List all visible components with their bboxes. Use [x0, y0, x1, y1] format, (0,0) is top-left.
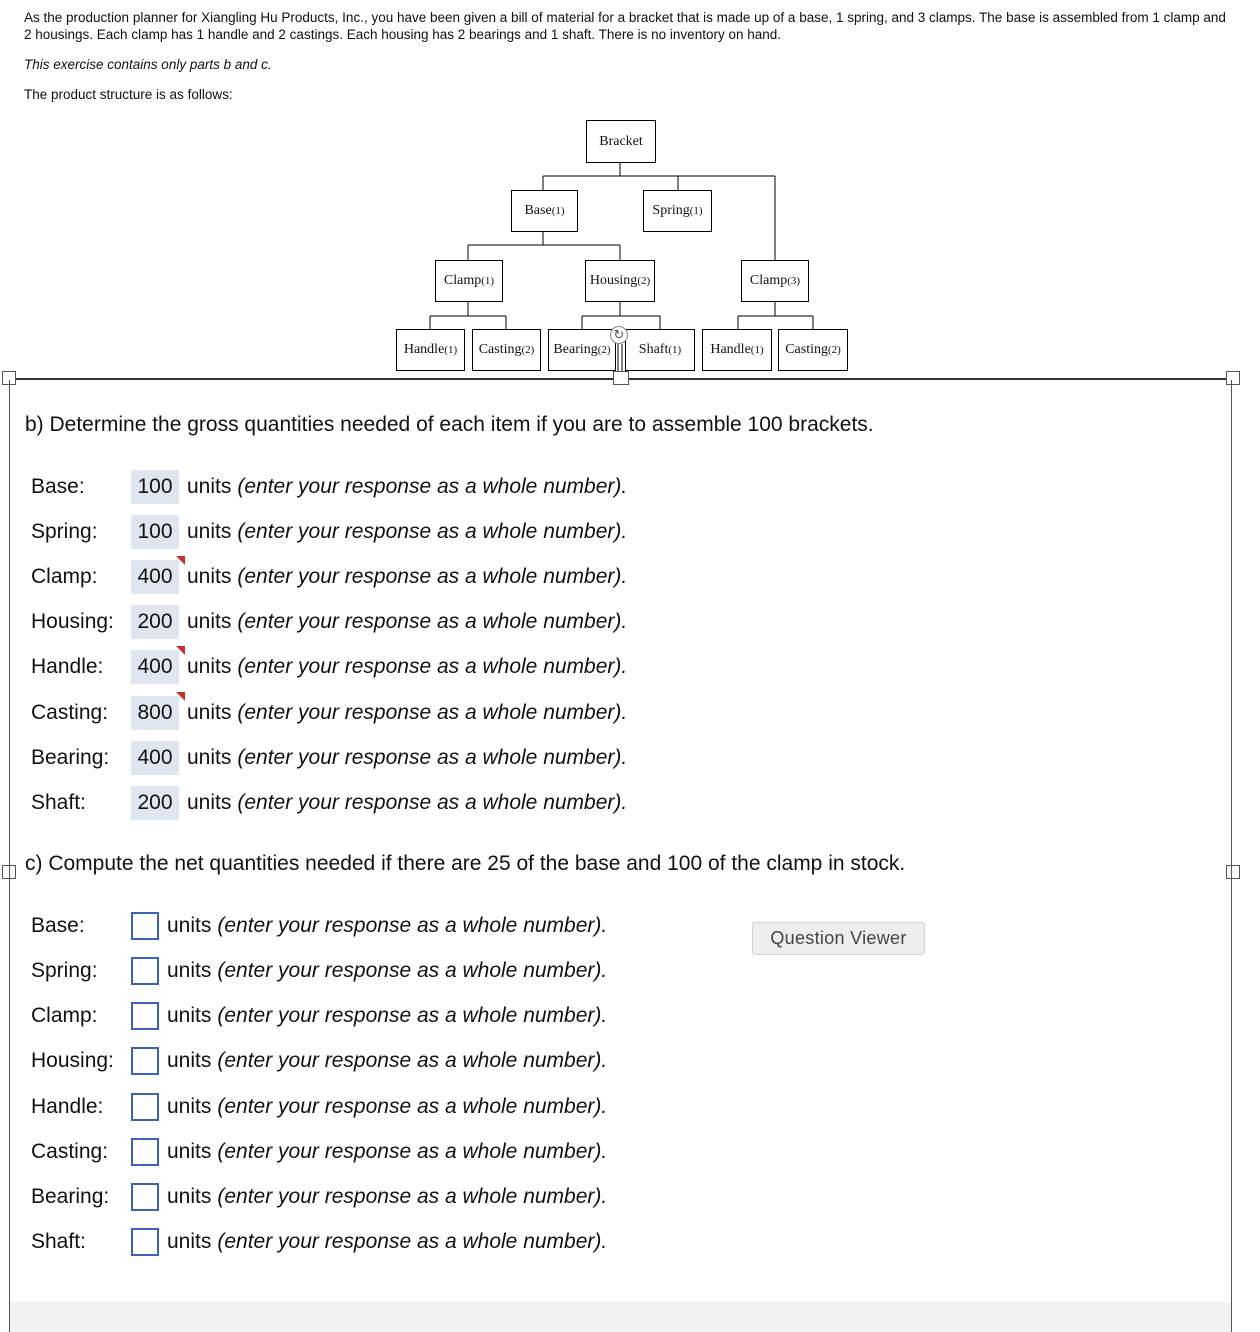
incorrect-flag-icon [176, 556, 185, 565]
question-viewer-button[interactable]: Question Viewer [752, 922, 925, 955]
hint-text: (enter your response as a whole number). [237, 655, 628, 678]
part-c-row-base [31, 909, 607, 943]
row-label: Clamp: [31, 1004, 98, 1027]
node-bracket: Bracket [586, 120, 656, 163]
answer-field[interactable]: 400 [131, 560, 179, 594]
units-text: units [167, 1185, 212, 1208]
part-c-row-handle [31, 1090, 607, 1124]
units-text: units [167, 914, 212, 937]
row-label: Base: [31, 475, 85, 498]
part-c-row-bearing [31, 1180, 607, 1214]
product-structure-diagram [0, 0, 1260, 380]
row-label: Base: [31, 914, 85, 937]
row-label: Spring: [31, 959, 98, 982]
node-casting-2: Casting (2) [778, 329, 848, 371]
node-casting-1: Casting (2) [472, 329, 541, 371]
answer-input[interactable] [131, 1138, 159, 1166]
hint-text: (enter your response as a whole number). [237, 746, 628, 769]
hint-text: (enter your response as a whole number). [237, 791, 628, 814]
part-b-row-shaft [31, 786, 627, 820]
row-label: Handle: [31, 1095, 104, 1118]
hint-text: (enter your response as a whole number). [237, 701, 628, 724]
part-b-row-handle [31, 650, 627, 684]
part-b-row-clamp [31, 560, 627, 594]
part-b-row-bearing [31, 741, 627, 775]
answer-input[interactable] [131, 1047, 159, 1075]
answer-input[interactable] [131, 1002, 159, 1030]
part-c-row-spring [31, 954, 607, 988]
row-label: Housing: [31, 1049, 114, 1072]
units-text: units [167, 1140, 212, 1163]
row-label: Clamp: [31, 565, 98, 588]
answer-field[interactable]: 400 [131, 741, 179, 775]
answer-field[interactable]: 800 [131, 696, 179, 730]
units-text: units [167, 959, 212, 982]
units-text: units [167, 1004, 212, 1027]
tree-connectors [0, 0, 1260, 380]
hint-text: (enter your response as a whole number). [217, 1230, 608, 1253]
units-text: units [187, 791, 232, 814]
node-clamp-1: Clamp (1) [435, 260, 503, 302]
problem-statement: As the production planner for Xiangling Hu Products, Inc., you have been given a bill of material for a bracket that is made up of a base, 1 spring, and 3 clamps. The base is assembled from 1 clamp and 2 housings. Each clamp has 1 handle and 2 castings. Each housing has 2 bearings and 1 shaft. There is no inventory on hand. [24, 10, 1226, 42]
exercise-note: This exercise contains only parts b and c. [24, 57, 272, 72]
part-c-row-housing [31, 1044, 607, 1078]
row-label: Shaft: [31, 1230, 86, 1253]
answer-field[interactable]: 100 [131, 515, 179, 549]
units-text: units [167, 1095, 212, 1118]
units-text: units [167, 1230, 212, 1253]
part-b-row-base [31, 470, 627, 504]
hint-text: (enter your response as a whole number). [217, 914, 608, 937]
answer-field[interactable]: 400 [131, 650, 179, 684]
node-handle-2: Handle (1) [702, 329, 772, 371]
node-spring: Spring (1) [643, 190, 712, 232]
node-bearing: Bearing (2) [548, 329, 616, 371]
node-base: Base (1) [511, 190, 578, 232]
answer-field[interactable]: 100 [131, 470, 179, 504]
row-label: Casting: [31, 701, 109, 724]
units-text: units [167, 1049, 212, 1072]
answer-field[interactable]: 200 [131, 786, 179, 820]
hint-text: (enter your response as a whole number). [237, 475, 628, 498]
hint-text: (enter your response as a whole number). [217, 1095, 608, 1118]
row-label: Bearing: [31, 1185, 110, 1208]
row-label: Spring: [31, 520, 98, 543]
row-label: Shaft: [31, 791, 86, 814]
answer-field[interactable]: 200 [131, 605, 179, 639]
hint-text: (enter your response as a whole number). [237, 520, 628, 543]
units-text: units [187, 655, 232, 678]
answer-input[interactable] [131, 1183, 159, 1211]
row-label: Housing: [31, 610, 114, 633]
answer-input[interactable] [131, 912, 159, 940]
incorrect-flag-icon [176, 646, 185, 655]
part-c-question: c) Compute the net quantities needed if there are 25 of the base and 100 of the clamp in stock. [25, 852, 906, 875]
units-text: units [187, 701, 232, 724]
node-clamp-3: Clamp (3) [741, 260, 809, 302]
row-label: Bearing: [31, 746, 110, 769]
answer-input[interactable] [131, 1228, 159, 1256]
units-text: units [187, 565, 232, 588]
units-text: units [187, 610, 232, 633]
part-b-question: b) Determine the gross quantities needed of each item if you are to assemble 100 brackets. [25, 413, 874, 436]
row-label: Casting: [31, 1140, 109, 1163]
hint-text: (enter your response as a whole number). [217, 1185, 608, 1208]
part-b-row-casting [31, 696, 627, 730]
part-c-row-clamp [31, 999, 607, 1033]
units-text: units [187, 520, 232, 543]
units-text: units [187, 746, 232, 769]
hint-text: (enter your response as a whole number). [217, 959, 608, 982]
node-handle-1: Handle (1) [396, 329, 465, 371]
part-b-row-spring [31, 515, 627, 549]
node-shaft: Shaft (1) [625, 329, 695, 371]
structure-label: The product structure is as follows: [24, 87, 233, 102]
hint-text: (enter your response as a whole number). [237, 565, 628, 588]
answer-input[interactable] [131, 1093, 159, 1121]
answer-input[interactable] [131, 957, 159, 985]
hint-text: (enter your response as a whole number). [237, 610, 628, 633]
incorrect-flag-icon [176, 692, 185, 701]
hint-text: (enter your response as a whole number). [217, 1140, 608, 1163]
part-c-row-casting [31, 1135, 607, 1169]
hint-text: (enter your response as a whole number). [217, 1049, 608, 1072]
part-b-row-housing [31, 605, 627, 639]
hint-text: (enter your response as a whole number). [217, 1004, 608, 1027]
refresh-icon[interactable]: ↻ [610, 326, 628, 344]
node-housing: Housing (2) [585, 260, 655, 302]
row-label: Handle: [31, 655, 104, 678]
part-c-row-shaft [31, 1225, 607, 1259]
units-text: units [187, 475, 232, 498]
panel-footer [10, 1302, 1231, 1332]
